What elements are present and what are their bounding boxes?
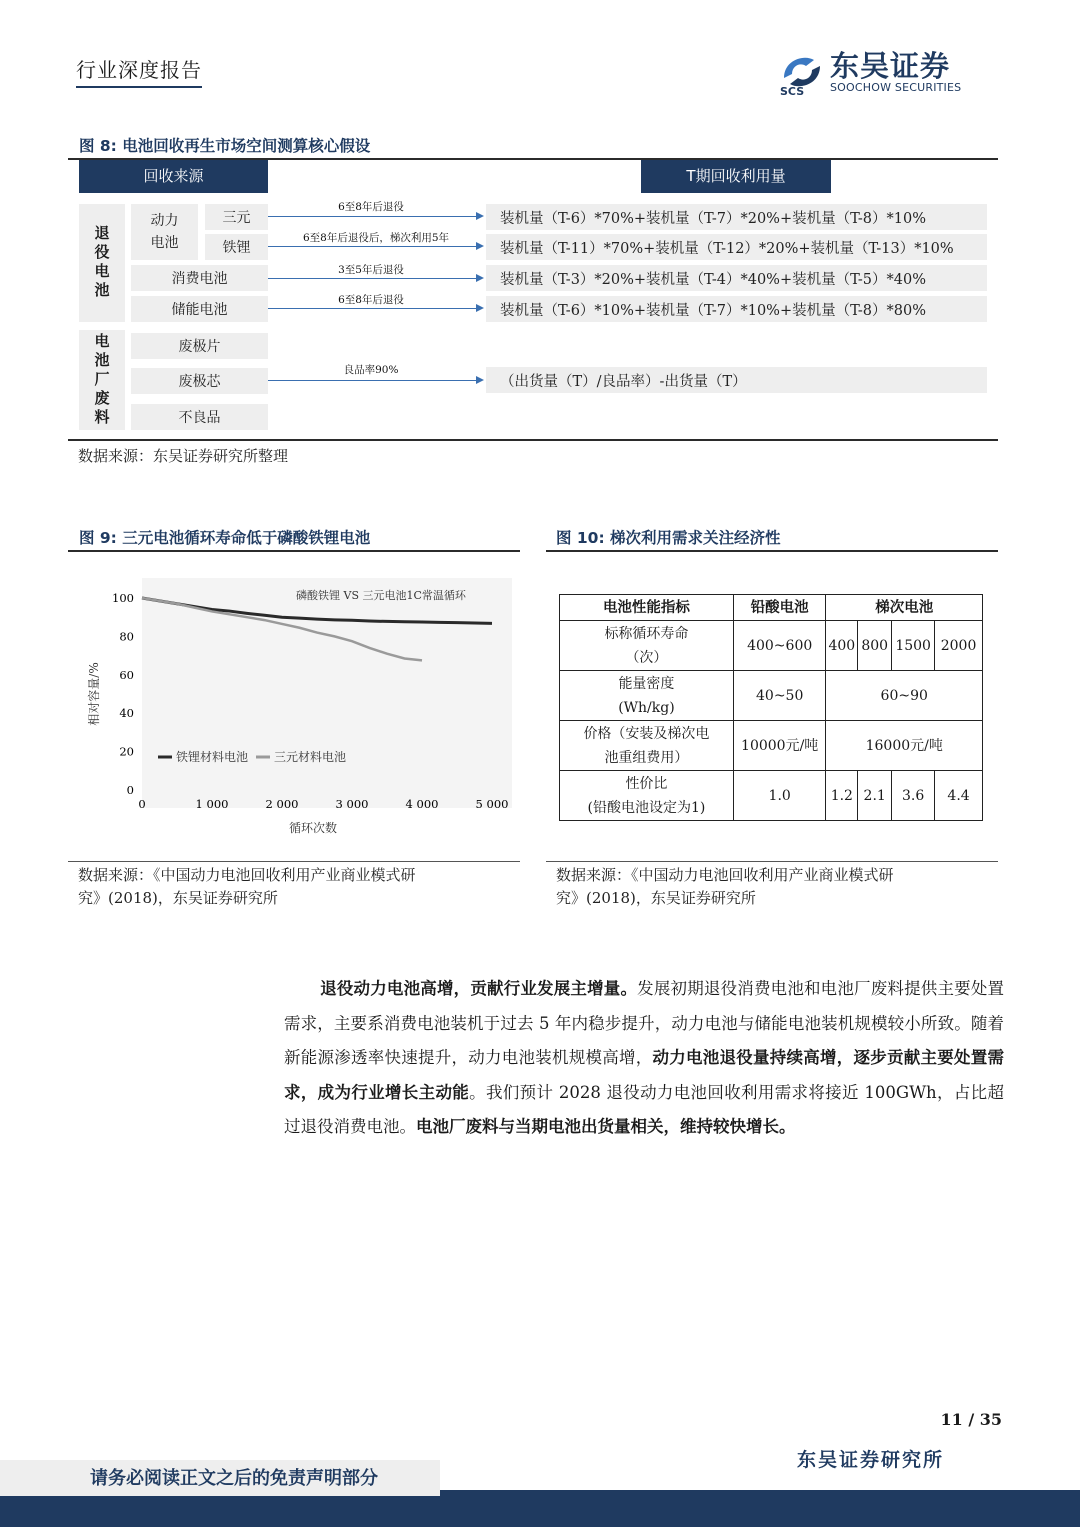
y-tick-label: 60 xyxy=(119,667,134,682)
report-type-heading: 行业深度报告 xyxy=(76,54,202,88)
arrow-head-icon xyxy=(476,304,484,312)
figure10-source-line2: 究》(2018)，东吴证券研究所 xyxy=(556,889,756,907)
page-number: 11 / 35 xyxy=(940,1410,1002,1429)
table-header-row xyxy=(560,595,983,621)
chart-plot-area xyxy=(142,578,512,808)
body-text-2: 。我们预计 2028 退役动力电池回收利用需求将接近 100GWh，占比超过退役消费电池。 xyxy=(284,1082,1004,1136)
row-label: 标称循环寿命 （次） xyxy=(560,621,734,671)
formula-consumer: 装机量（T-3）*20%+装机量（T-4）*40%+装机量（T-5）*40% xyxy=(486,265,987,291)
arrow-head-icon xyxy=(476,274,484,282)
bold-mid: 动力电池退役量持续高增，逐步贡献主要处置需求，成为行业增长主动能 xyxy=(284,1048,1004,1102)
y-tick-label: 80 xyxy=(119,629,134,644)
figure9-top-rule xyxy=(68,550,520,552)
cascade-value: 4.4 xyxy=(935,771,983,821)
formula-lfp: 装机量（T-11）*70%+装机量（T-12）*20%+装机量（T-13）*10% xyxy=(486,234,987,260)
formula-waste: （出货量（T）/良品率）-出货量（T） xyxy=(486,367,987,393)
figure8-title: 图 8: 电池回收再生市场空间测算核心假设 xyxy=(79,137,371,155)
y-tick-label: 20 xyxy=(119,744,134,759)
arrow-label-ternary: 6至8年后退役 xyxy=(338,201,404,213)
x-tick-label: 1 000 xyxy=(195,797,229,811)
cascade-value: 60~90 xyxy=(826,671,983,721)
figure8-bottom-rule xyxy=(68,439,998,441)
figure8-header-usage: T期回收利用量 xyxy=(641,160,831,193)
chart-x-label: 循环次数 xyxy=(288,821,338,835)
figure9-source xyxy=(78,864,416,910)
cascade-value: 2000 xyxy=(935,621,983,671)
waste-electrode-sheet: 废极片 xyxy=(131,333,268,359)
group-retired-battery: 退役电池 xyxy=(79,204,125,322)
arrow-consumer xyxy=(268,278,476,279)
x-tick-label: 5 000 xyxy=(475,797,509,811)
cascade-value: 2.1 xyxy=(858,771,892,821)
header-indicator: 电池性能指标 xyxy=(560,595,734,621)
arrow-label-storage: 6至8年后退役 xyxy=(338,294,404,306)
header-cascade: 梯次电池 xyxy=(826,595,983,621)
economics-table xyxy=(559,594,983,821)
bold-lead: 退役动力电池高增，贡献行业发展主增量。 xyxy=(320,979,638,998)
figure8-header-source: 回收来源 xyxy=(79,160,268,193)
figure9-bottom-rule xyxy=(68,861,520,862)
source-ternary: 三元 xyxy=(205,204,268,230)
figure9-title: 图 9: 三元电池循环寿命低于磷酸铁锂电池 xyxy=(79,529,371,547)
logo-mark-text: SCS xyxy=(780,85,805,96)
x-tick-label: 0 xyxy=(138,797,146,811)
figure8-source: 数据来源：东吴证券研究所整理 xyxy=(78,447,289,465)
figure10-top-rule xyxy=(546,550,998,552)
group-factory-waste: 电池厂废料 xyxy=(79,330,125,430)
logo-chinese-name: 东吴证券 xyxy=(830,49,951,83)
cascade-value: 1.2 xyxy=(826,771,858,821)
table-row xyxy=(560,721,983,771)
cycle-life-chart xyxy=(80,568,520,844)
row-label: 性价比 (铅酸电池设定为1) xyxy=(560,771,734,821)
arrow-lfp xyxy=(268,246,476,247)
table-row xyxy=(560,671,983,721)
source-storage: 储能电池 xyxy=(131,296,268,322)
y-tick-label: 100 xyxy=(112,591,134,605)
figure10-bottom-rule xyxy=(546,861,998,862)
arrow-label-consumer: 3至5年后退役 xyxy=(338,264,404,276)
figure10-source xyxy=(556,864,894,910)
x-tick-label: 4 000 xyxy=(405,797,439,811)
arrow-storage xyxy=(268,308,476,309)
lead-value: 40~50 xyxy=(733,671,826,721)
figure9-source-line1: 数据来源：《中国动力电池回收利用产业商业模式研 xyxy=(78,866,416,884)
body-text-1: 发展初期退役消费电池和电池厂废料提供主要处置需求，主要系消费电池装机于过去 5 年内稳步提升，动力电池与储能电池装机规模较小所致。随着新能源渗透率快速提升，动力电池装机规模高增， xyxy=(284,979,1005,1067)
lead-value: 10000元/吨 xyxy=(733,721,826,771)
arrow-label-lfp: 6至8年后退役后，梯次利用5年 xyxy=(302,232,450,244)
bold-end: 电池厂废料与当期电池出货量相关，维持较快增长。 xyxy=(416,1117,796,1136)
figure9-source-line2: 究》(2018)，东吴证券研究所 xyxy=(78,889,278,907)
brand-logo xyxy=(778,48,998,96)
figure10-title: 图 10: 梯次利用需求关注经济性 xyxy=(556,529,781,547)
footer-org: 东吴证券研究所 xyxy=(797,1449,945,1471)
logo-mark-icon xyxy=(778,48,826,96)
arrow-head-icon xyxy=(476,376,484,384)
logo-english-name: SOOCHOW SECURITIES xyxy=(830,81,962,94)
waste-defective: 不良品 xyxy=(131,404,268,430)
arrow-head-icon xyxy=(476,212,484,220)
cascade-value: 800 xyxy=(858,621,892,671)
chart-title: 磷酸铁锂 VS 三元电池1C常温循环 xyxy=(296,589,466,602)
cascade-value: 1500 xyxy=(892,621,935,671)
arrow-label-yield: 良品率90% xyxy=(343,364,399,376)
chart-y-label: 相对容量/% xyxy=(87,662,101,726)
cascade-value: 400 xyxy=(826,621,858,671)
y-tick-label: 0 xyxy=(126,783,134,797)
header-lead-acid: 铅酸电池 xyxy=(733,595,826,621)
formula-storage: 装机量（T-6）*10%+装机量（T-7）*10%+装机量（T-8）*80% xyxy=(486,296,987,322)
source-lfp: 铁锂 xyxy=(205,234,268,260)
figure10-source-line1: 数据来源：《中国动力电池回收利用产业商业模式研 xyxy=(556,866,894,884)
formula-ternary: 装机量（T-6）*70%+装机量（T-7）*20%+装机量（T-8）*10% xyxy=(486,204,987,230)
body-paragraph xyxy=(284,972,1004,1145)
cascade-value: 16000元/吨 xyxy=(826,721,983,771)
footer-disclaimer: 请务必阅读正文之后的免责声明部分 xyxy=(0,1460,440,1496)
arrow-yield xyxy=(268,380,476,381)
arrow-ternary xyxy=(268,216,476,217)
table-row xyxy=(560,621,983,671)
table-row xyxy=(560,771,983,821)
waste-electrode-core: 废极芯 xyxy=(131,368,268,394)
legend-label: 三元材料电池 xyxy=(274,750,347,764)
power-battery-label: 动力电池 xyxy=(131,204,198,260)
y-tick-label: 40 xyxy=(119,706,134,721)
lead-value: 1.0 xyxy=(733,771,826,821)
cascade-value: 3.6 xyxy=(892,771,935,821)
arrow-head-icon xyxy=(476,242,484,250)
source-consumer: 消费电池 xyxy=(131,265,268,291)
lead-value: 400~600 xyxy=(733,621,826,671)
x-tick-label: 3 000 xyxy=(335,797,369,811)
row-label: 价格（安装及梯次电 池重组费用） xyxy=(560,721,734,771)
row-label: 能量密度 (Wh/kg) xyxy=(560,671,734,721)
x-tick-label: 2 000 xyxy=(265,797,299,811)
legend-label: 铁锂材料电池 xyxy=(176,750,249,764)
